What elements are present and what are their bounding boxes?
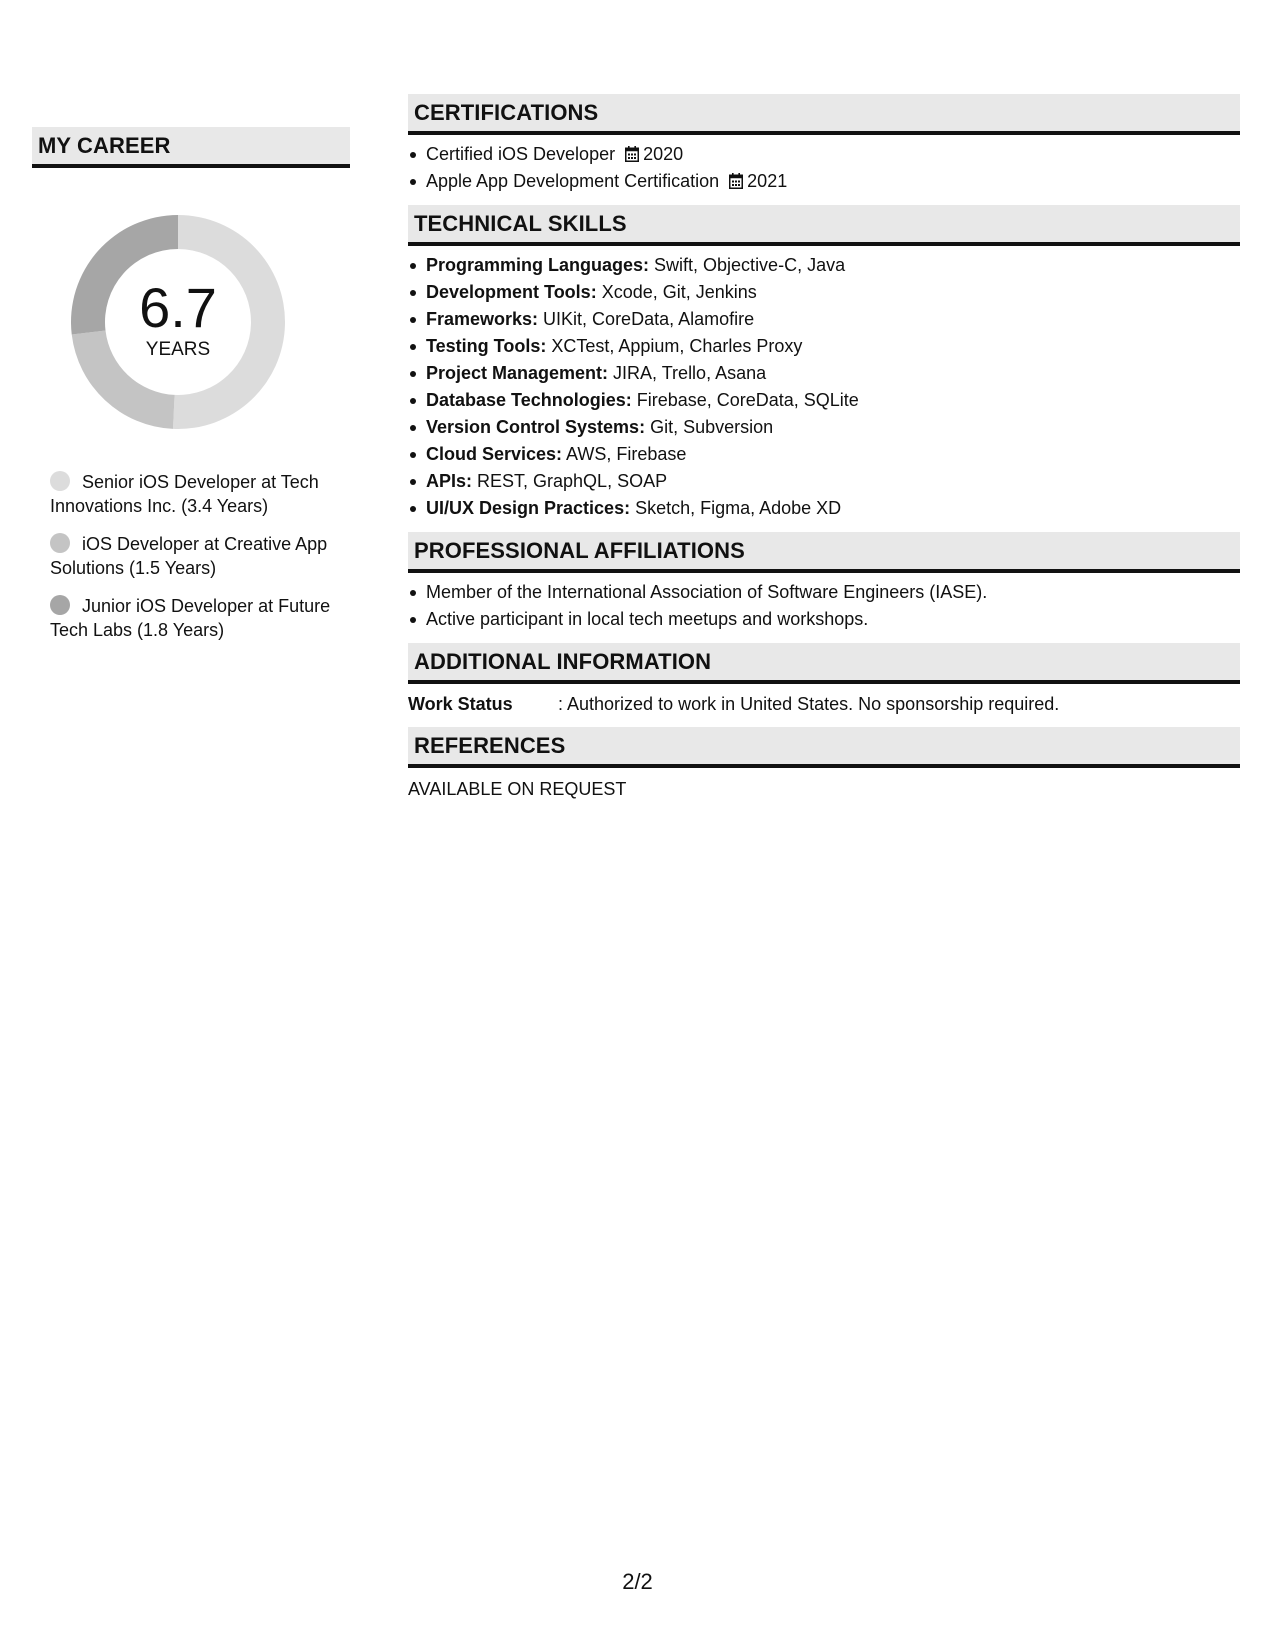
legend-item — [50, 532, 340, 580]
skill-label: APIs: — [426, 471, 473, 491]
certifications-header: CERTIFICATIONS — [408, 94, 1240, 135]
skill-item — [426, 360, 1240, 387]
skill-value: Xcode, Git, Jenkins — [596, 282, 757, 302]
calendar-icon — [729, 173, 743, 189]
certification-name: Certified iOS Developer — [426, 144, 616, 164]
total-years-unit: YEARS — [145, 339, 211, 360]
certification-name: Apple App Development Certification — [426, 171, 720, 191]
legend-item — [50, 470, 340, 518]
additional-info-header: ADDITIONAL INFORMATION — [408, 643, 1240, 684]
skill-value: UIKit, CoreData, Alamofire — [538, 309, 755, 329]
skill-item — [426, 441, 1240, 468]
work-status-row — [408, 691, 1240, 717]
legend-dot-icon — [50, 595, 70, 615]
certifications-list — [408, 141, 1240, 195]
skill-label: Programming Languages: — [426, 255, 650, 275]
certification-year: 2020 — [643, 144, 684, 164]
skill-item — [426, 279, 1240, 306]
skill-label: Project Management: — [426, 363, 609, 383]
work-status-value: : Authorized to work in United States. No sponsorship required. — [558, 694, 1060, 714]
references-text: AVAILABLE ON REQUEST — [408, 779, 627, 799]
skill-item — [426, 495, 1240, 522]
affiliation-item: Member of the International Association of Software Engineers (IASE). — [426, 579, 1240, 606]
skill-item — [426, 468, 1240, 495]
additional-info-section — [408, 643, 1240, 717]
skill-value: REST, GraphQL, SOAP — [472, 471, 668, 491]
skills-list — [408, 252, 1240, 522]
affiliations-section — [408, 532, 1240, 633]
work-status-label: Work Status — [408, 694, 513, 714]
calendar-icon — [625, 146, 639, 162]
legend-item — [50, 594, 340, 642]
legend-label: Senior iOS Developer at Tech Innovations Inc. (3.4 Years) — [50, 472, 319, 516]
legend-dot-icon — [50, 533, 70, 553]
skill-value: XCTest, Appium, Charles Proxy — [546, 336, 803, 356]
career-header: MY CAREER — [32, 127, 350, 168]
skills-header: TECHNICAL SKILLS — [408, 205, 1240, 246]
skill-value: Firebase, CoreData, SQLite — [631, 390, 859, 410]
main-column — [408, 94, 1240, 812]
affiliations-list — [408, 579, 1240, 633]
skill-value: Git, Subversion — [645, 417, 774, 437]
skill-item — [426, 414, 1240, 441]
skill-value: JIRA, Trello, Asana — [608, 363, 767, 383]
affiliation-item: Active participant in local tech meetups and workshops. — [426, 606, 1240, 633]
certification-item — [426, 168, 1240, 195]
donut-center — [64, 276, 292, 362]
certification-year: 2021 — [747, 171, 788, 191]
certifications-section — [408, 94, 1240, 195]
affiliations-header: PROFESSIONAL AFFILIATIONS — [408, 532, 1240, 573]
skill-value: Sketch, Figma, Adobe XD — [630, 498, 842, 518]
career-donut-chart — [64, 208, 292, 436]
skill-value: Swift, Objective-C, Java — [649, 255, 846, 275]
skill-value: AWS, Firebase — [562, 444, 687, 464]
skill-label: Testing Tools: — [426, 336, 547, 356]
skill-label: Development Tools: — [426, 282, 597, 302]
skill-label: UI/UX Design Practices: — [426, 498, 631, 518]
legend-dot-icon — [50, 471, 70, 491]
career-legend — [50, 470, 340, 642]
skill-item — [426, 252, 1240, 279]
references-header: REFERENCES — [408, 727, 1240, 768]
skill-item — [426, 333, 1240, 360]
skill-label: Cloud Services: — [426, 444, 563, 464]
skill-label: Frameworks: — [426, 309, 539, 329]
certification-item — [426, 141, 1240, 168]
total-years-value: 6.7 — [139, 276, 217, 339]
skill-item — [426, 306, 1240, 333]
references-section — [408, 727, 1240, 802]
legend-label: Junior iOS Developer at Future Tech Labs (1.8 Years) — [50, 596, 331, 640]
skills-section — [408, 205, 1240, 522]
skill-label: Version Control Systems: — [426, 417, 646, 437]
skill-item — [426, 387, 1240, 414]
career-section — [32, 127, 350, 656]
page-number: 2/2 — [622, 1569, 653, 1594]
skill-label: Database Technologies: — [426, 390, 632, 410]
legend-label: iOS Developer at Creative App Solutions (1.5 Years) — [50, 534, 328, 578]
